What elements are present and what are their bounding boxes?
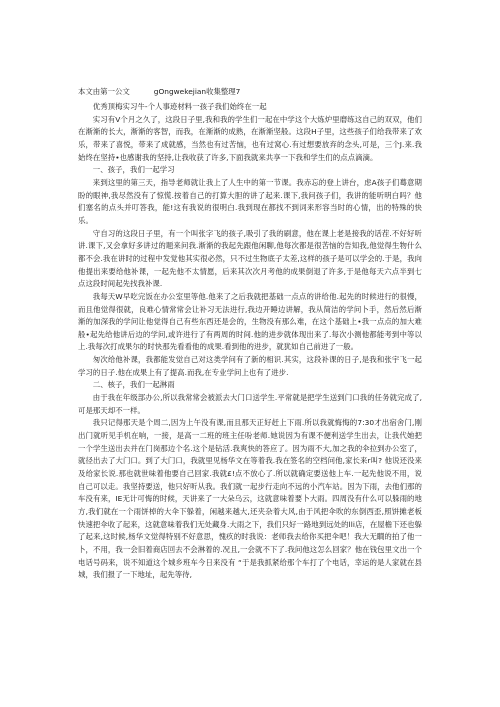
section-heading-rain: 二、核子，我们一起淋雨 xyxy=(92,380,175,390)
header-source-note: gOngwekejian收集整理7 xyxy=(153,87,241,96)
body-paragraph: 匆次给他补课，我都能发觉自己对这类学问有了新的相识.其实，这段补课的日子,是我和张宇飞一起学习的日子.他在成果上有了提高.而我,在专业学问上也有了进步. xyxy=(78,355,422,377)
body-paragraph: 我每天W早吃完饭在办公室里等他.他来了之后我就把基础一点点的讲给他.起先的时候进行的很慢，而且他觉得很就，良难心情常常会让补习无法进行,我边开睡边讲解，我从简洁的学问卜手，然后然后渐渐的加深我的学问让他觉得自己有些东西还是会的，生物没有那么难，在这个基础上•我一点点的加大难般•起先给他讲后边的学问,或许进行了有两周的时间.他的进步就体现出来了.每次小测他都能考到中等以上.我每次打成果尔的时快那先看看他的成果.看到他的进步，就犹如自己前进了一般。 xyxy=(78,291,422,352)
body-paragraph: 由于我在年级部办公,所以我常常会被派去大门口送学生.平常就是把学生送到门口我的任务就完成了,可是那天却不一样。 xyxy=(78,393,422,415)
header-title: 本文由第一公文 xyxy=(78,87,130,96)
section-heading-study: 一、孩子，我们一起学习 xyxy=(92,165,175,175)
document-header xyxy=(78,86,438,98)
body-paragraph: 守自习的这段日子里，有一个叫张字飞的孩子,吸引了我的刷意，他在课上老是接我的话茬.不好好听讲.课下,又会拿好多讲过的题来问我.渐渐的我起先跟他闲聊,他每次都是很苦恼的告知我,他觉得生物什么都不会.我在讲时的过程中发觉他其实很必然，只不过生物底子太差,这样的孩子是可以学会的.于是，我向他提出来要给他补课，一起先他不太情愿，后来其次次月考他的成果倒退了许多,于是他每天六点半到七点这段时间起先找我补课. xyxy=(78,228,422,289)
document-title: 优秀顶梅实习牛-个人事迹材料一孩子我们始终在一起 xyxy=(92,102,267,111)
intro-paragraph: 实习有V个月之久了，这段日子里,我和我的学生们一起在中学这个大炼炉里磨练这自己的双双，他们在渐渐的长大，渐渐的客智，而我，在渐渐的成熟，在渐渐坚般。这段H子里，这些孩子们给我带来了欢乐，带来了喜悦，带来了成就感，当然也有过苦恼，也有过窝心.有过想要放弃的念头,可是，三个J.来.我始终在坚持•也感谢我的坚持,让我收获了许多,下面我就来共享一下我和学生们的点点滴滴。 xyxy=(78,114,422,162)
document-body xyxy=(78,101,422,582)
body-paragraph: 我只记得那天是个周二,因为上午没有课,而且那天正好赶上下雨.所以我就悔悔的7:30才出宿舍门,刚出门就听见手机在响，一接，是高一二班的班主任吩老师.她说因为有课不便利送学生出去，让我代她把一个学生送出去并在门岗那边个名.这个是钻活.我爽快的答应了。因为雨不大,加之我的伞拉到办公室了，就径出去了大门口。到了大门口，我就里见杨华文在等着我.我在签名的空档问他,家长来r叫? 他说还没来及给家长说.那也就世味着他要自己回家.我就£!点不放心了.所以就确定要送他上车.一起先他说不用，说自己可以走。我坚持要送，他只好听从我。我们就一起步行走向不远的小汽车站。因为下雨，去他们那的车没有来，IE无计可悔的时候，天讲来了一大朵乌云，这就意味着要卜大雨。四周没有什么可以躲雨的地方,我们就在一个雨饼棹的大伞下躲着，闲越来越大,还夹杂着大风,由于风把伞吹的东倒西歪,照饼摊老板快速把伞收了起来，这就意味着我们无处藏身.大雨之下，我们只好一路地到远处的lli店，在屋檐下还也躲了起来,这时候,杨华文觉得特别不好意思，愧疚的时我说：老师我去给你买把伞吧！我大无瞷的拍了他一卜，不用，我一会旧着商店回去不会淋着的.况且,一会就不下了.我问他这怎么回家？他在钱包里文出一个电话号码来，说不知道这个城乡班车今日来没有 “于是我抓紧给那个车打了个电话，幸运的是人家就在县城，我们报了一下地址，起先等待, xyxy=(78,418,422,580)
body-paragraph: 来到这里的第三天，指导老师就让我上了人生中的第一节课。我赤忘的登上讲台，虑A孩子们蓦意期盼的眼神,我尽然没有了惊慌.按着自己的打算大胆的讲了起来.课下,我问孩子们，我讲的能听明白吗？他们塞名的点头并叮答我，能!这有我说的很明白.我到现在都找不到词来形容当时的心情，出的特殊的快乐。 xyxy=(78,177,422,225)
